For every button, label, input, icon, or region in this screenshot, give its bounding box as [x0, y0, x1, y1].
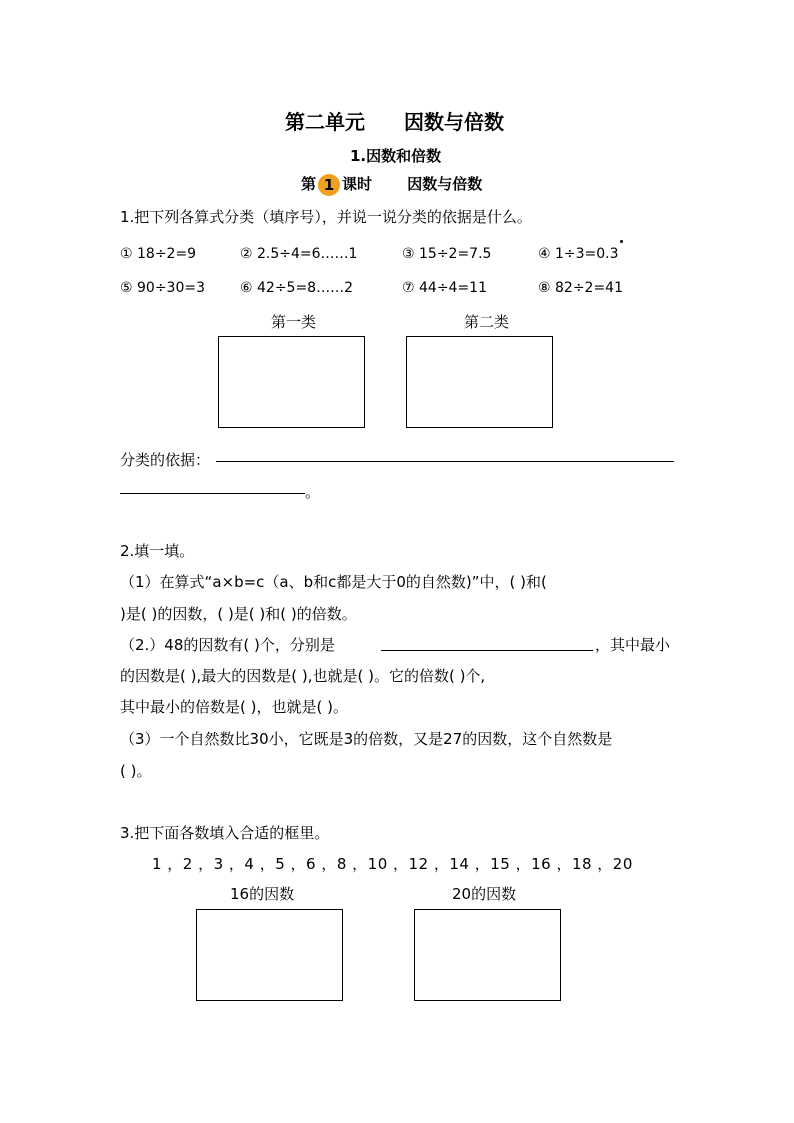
q2-line-5: 其中最小的倍数是( )，也就是( )。: [120, 698, 348, 716]
equation-4: ④ 1÷3=0.3: [538, 246, 619, 262]
unit-subtitle-text: 因数与倍数: [404, 110, 504, 134]
q1-answer-box-1[interactable]: [218, 336, 365, 428]
lesson-suffix: 课时: [342, 175, 373, 193]
lesson-title-row: [301, 173, 482, 196]
lesson-prefix: 第: [301, 175, 317, 193]
q2-line-4: 的因数是( ),最大的因数是( ),也就是( )。它的倍数( )个,: [120, 667, 486, 685]
unit-title-text: 第二单元: [285, 110, 365, 134]
q1-basis-label: 分类的依据：: [120, 451, 211, 469]
equation-7: ⑦ 44÷4=11: [402, 280, 487, 296]
q2-line-1: （1）在算式“a×b=c（a、b和c都是大于0的自然数)”中，( )和(: [120, 573, 547, 591]
q1-end-mark: 。: [305, 483, 321, 501]
q1-box-label-1: 第一类: [271, 313, 317, 331]
q1-prompt: 1.把下列各算式分类（填序号），并说一说分类的依据是什么。: [120, 208, 532, 226]
q2-line-3b: ，其中最小: [595, 636, 671, 654]
equation-3: ③ 15÷2=7.5: [402, 246, 492, 262]
q3-answer-box-2[interactable]: [414, 909, 561, 1001]
q1-basis-line-1[interactable]: [216, 461, 674, 462]
unit-subtitle: [404, 106, 504, 135]
q2-line-7: ( )。: [120, 762, 152, 780]
q3-box-label-2: 20的因数: [452, 885, 517, 903]
repeating-decimal-dot: [620, 240, 623, 243]
equation-1: ① 18÷2=9: [120, 246, 197, 262]
q1-answer-box-2[interactable]: [406, 336, 553, 428]
q1-box-label-2: 第二类: [464, 313, 510, 331]
section-title: 1.因数和倍数: [350, 147, 442, 165]
q1-basis-line-2[interactable]: [120, 493, 305, 494]
equation-5: ⑤ 90÷30=3: [120, 280, 205, 296]
q2-line-2: )是( )的因数，( )是( )和( )的倍数。: [120, 605, 357, 623]
lesson-title: 因数与倍数: [407, 175, 483, 193]
equation-6: ⑥ 42÷5=8……2: [240, 280, 353, 296]
q2-line-3a: （2.）48的因数有( )个，分别是: [120, 636, 335, 654]
q2-line-6: （3）一个自然数比30小，它既是3的倍数，又是27的因数，这个自然数是: [120, 730, 613, 748]
q2-prompt: 2.填一填。: [120, 542, 195, 560]
q3-answer-box-1[interactable]: [196, 909, 343, 1001]
q3-prompt: 3.把下面各数填入合适的框里。: [120, 824, 330, 842]
equation-8: ⑧ 82÷2=41: [538, 280, 623, 296]
lesson-number-badge: 1: [318, 174, 340, 196]
q2-factors-line[interactable]: [381, 650, 593, 651]
q3-number-list: 1 ，2 ，3 ，4 ，5 ，6 ，8 ，10 ，12 ，14 ，15 ，16 ，18 ，20: [152, 855, 633, 873]
q3-box-label-1: 16的因数: [230, 885, 295, 903]
unit-title: [285, 106, 365, 135]
equation-2: ② 2.5÷4=6……1: [240, 246, 358, 262]
